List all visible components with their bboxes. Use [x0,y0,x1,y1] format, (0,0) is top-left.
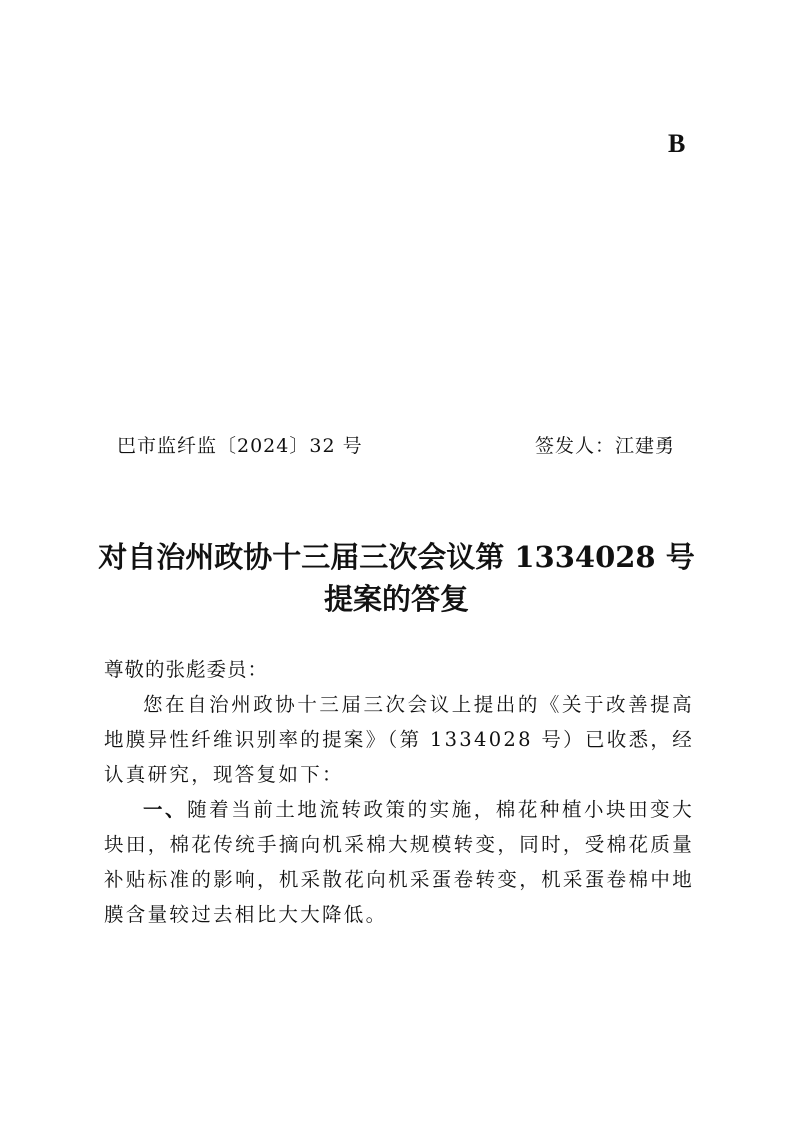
document-body [104,652,694,932]
document-number: 巴市监纤监〔2024〕32 号 [117,435,363,457]
paragraph-1: 您在自治州政协十三届三次会议上提出的《关于改善提高地膜异性纤维识别率的提案》（第 1334028 号）已收悉，经认真研究，现答复如下： [104,693,694,786]
section-number: 一、 [143,798,188,821]
title-line-1: 对自治州政协十三届三次会议第 1334028 号 [98,540,695,574]
document-title [90,536,703,620]
document-class-mark: B [668,129,686,158]
paragraph-2-text: 随着当前土地流转政策的实施，棉花种植小块田变大块田，棉花传统手摘向机采棉大规模转变，同时，受棉花质量补贴标准的影响，机采散花向机采蛋卷转变，机采蛋卷棉中地膜含量较过去相比大大降低。 [104,798,694,926]
signer: 签发人：江建勇 [534,435,675,457]
paragraph-2 [104,792,694,932]
salutation: 尊敬的张彪委员： [104,658,269,681]
title-line-2: 提案的答复 [323,582,469,616]
